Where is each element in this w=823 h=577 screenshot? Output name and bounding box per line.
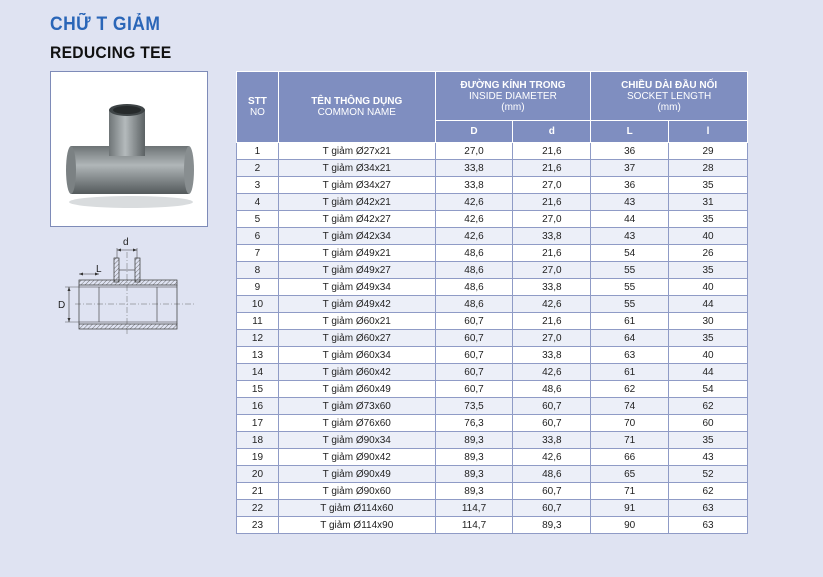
cell-common-name: T giảm Ø42x21 bbox=[278, 194, 435, 211]
cell-l: 31 bbox=[669, 194, 748, 211]
cell-l: 35 bbox=[669, 177, 748, 194]
cell-common-name: T giảm Ø76x60 bbox=[278, 415, 435, 432]
diagram-label-D: D bbox=[58, 300, 66, 311]
header-name bbox=[278, 72, 435, 143]
header-col-D: D bbox=[435, 121, 513, 143]
cell-L: 91 bbox=[591, 500, 669, 517]
cell-common-name: T giảm Ø49x42 bbox=[278, 296, 435, 313]
cell-d: 60,7 bbox=[513, 398, 591, 415]
cell-no: 22 bbox=[237, 500, 279, 517]
cell-l: 44 bbox=[669, 364, 748, 381]
header-name-vn: TÊN THÔNG DỤNG bbox=[311, 96, 403, 107]
cell-D: 60,7 bbox=[435, 364, 513, 381]
table-row bbox=[237, 228, 748, 245]
cell-d: 27,0 bbox=[513, 211, 591, 228]
cell-D: 48,6 bbox=[435, 279, 513, 296]
cell-d: 21,6 bbox=[513, 160, 591, 177]
cell-common-name: T giảm Ø60x27 bbox=[278, 330, 435, 347]
header-socket-length bbox=[591, 72, 748, 121]
cell-d: 27,0 bbox=[513, 177, 591, 194]
cell-D: 89,3 bbox=[435, 432, 513, 449]
cell-l: 63 bbox=[669, 500, 748, 517]
cell-L: 61 bbox=[591, 364, 669, 381]
cell-l: 60 bbox=[669, 415, 748, 432]
cell-l: 40 bbox=[669, 279, 748, 296]
cell-D: 76,3 bbox=[435, 415, 513, 432]
cell-l: 26 bbox=[669, 245, 748, 262]
cell-common-name: T giảm Ø90x60 bbox=[278, 483, 435, 500]
cell-D: 42,6 bbox=[435, 194, 513, 211]
cell-l: 35 bbox=[669, 262, 748, 279]
cell-D: 89,3 bbox=[435, 483, 513, 500]
table-row bbox=[237, 364, 748, 381]
table-row bbox=[237, 500, 748, 517]
table-row bbox=[237, 347, 748, 364]
header-stt-en: NO bbox=[249, 107, 265, 118]
cell-common-name: T giảm Ø42x34 bbox=[278, 228, 435, 245]
cell-L: 71 bbox=[591, 432, 669, 449]
cell-d: 21,6 bbox=[513, 313, 591, 330]
spec-table bbox=[236, 71, 748, 534]
cell-D: 89,3 bbox=[435, 466, 513, 483]
cell-common-name: T giảm Ø34x27 bbox=[278, 177, 435, 194]
cell-L: 43 bbox=[591, 194, 669, 211]
cell-l: 63 bbox=[669, 517, 748, 534]
cell-no: 23 bbox=[237, 517, 279, 534]
header-socket-unit: (mm) bbox=[657, 101, 681, 113]
table-row bbox=[237, 432, 748, 449]
cell-common-name: T giảm Ø60x42 bbox=[278, 364, 435, 381]
cell-common-name: T giảm Ø49x27 bbox=[278, 262, 435, 279]
page-title-english: REDUCING TEE bbox=[50, 43, 172, 62]
cell-D: 114,7 bbox=[435, 500, 513, 517]
cell-D: 42,6 bbox=[435, 228, 513, 245]
cell-no: 8 bbox=[237, 262, 279, 279]
cell-d: 33,8 bbox=[513, 347, 591, 364]
cell-L: 65 bbox=[591, 466, 669, 483]
cell-no: 15 bbox=[237, 381, 279, 398]
cell-common-name: T giảm Ø90x49 bbox=[278, 466, 435, 483]
cell-l: 30 bbox=[669, 313, 748, 330]
cell-l: 44 bbox=[669, 296, 748, 313]
table-row bbox=[237, 245, 748, 262]
reducing-tee-photo-graphic bbox=[51, 72, 207, 226]
cell-d: 21,6 bbox=[513, 143, 591, 160]
cell-l: 35 bbox=[669, 211, 748, 228]
cell-l: 35 bbox=[669, 330, 748, 347]
cell-L: 71 bbox=[591, 483, 669, 500]
cell-no: 20 bbox=[237, 466, 279, 483]
cell-L: 54 bbox=[591, 245, 669, 262]
table-row bbox=[237, 398, 748, 415]
cell-L: 90 bbox=[591, 517, 669, 534]
diagram-label-d: d bbox=[123, 237, 129, 248]
cell-common-name: T giảm Ø49x34 bbox=[278, 279, 435, 296]
cell-L: 36 bbox=[591, 143, 669, 160]
table-row bbox=[237, 296, 748, 313]
cell-no: 5 bbox=[237, 211, 279, 228]
cell-no: 19 bbox=[237, 449, 279, 466]
cell-d: 21,6 bbox=[513, 245, 591, 262]
header-stt bbox=[237, 72, 279, 143]
cell-no: 7 bbox=[237, 245, 279, 262]
cell-d: 42,6 bbox=[513, 449, 591, 466]
header-diameter-unit: (mm) bbox=[501, 101, 525, 113]
cell-D: 60,7 bbox=[435, 330, 513, 347]
cell-no: 10 bbox=[237, 296, 279, 313]
table-row bbox=[237, 449, 748, 466]
header-inside-diameter bbox=[435, 72, 591, 121]
cell-d: 21,6 bbox=[513, 194, 591, 211]
table-row bbox=[237, 194, 748, 211]
cell-d: 60,7 bbox=[513, 500, 591, 517]
cell-no: 4 bbox=[237, 194, 279, 211]
cell-l: 43 bbox=[669, 449, 748, 466]
cell-D: 42,6 bbox=[435, 211, 513, 228]
table-row bbox=[237, 517, 748, 534]
cell-l: 62 bbox=[669, 483, 748, 500]
cell-d: 27,0 bbox=[513, 262, 591, 279]
table-row bbox=[237, 466, 748, 483]
table-row bbox=[237, 330, 748, 347]
table-row bbox=[237, 143, 748, 160]
cell-D: 48,6 bbox=[435, 296, 513, 313]
header-name-en: COMMON NAME bbox=[317, 107, 396, 118]
cell-L: 63 bbox=[591, 347, 669, 364]
spec-table-body bbox=[237, 143, 748, 534]
table-row bbox=[237, 279, 748, 296]
cell-l: 54 bbox=[669, 381, 748, 398]
cell-d: 60,7 bbox=[513, 415, 591, 432]
cell-common-name: T giảm Ø34x21 bbox=[278, 160, 435, 177]
header-col-l: l bbox=[669, 121, 748, 143]
cell-L: 43 bbox=[591, 228, 669, 245]
cell-no: 14 bbox=[237, 364, 279, 381]
cell-common-name: T giảm Ø60x34 bbox=[278, 347, 435, 364]
cell-common-name: T giảm Ø49x21 bbox=[278, 245, 435, 262]
cell-d: 33,8 bbox=[513, 279, 591, 296]
cell-common-name: T giảm Ø90x34 bbox=[278, 432, 435, 449]
cell-l: 52 bbox=[669, 466, 748, 483]
cell-L: 70 bbox=[591, 415, 669, 432]
cell-L: 55 bbox=[591, 296, 669, 313]
cell-L: 55 bbox=[591, 262, 669, 279]
cell-d: 48,6 bbox=[513, 381, 591, 398]
table-row bbox=[237, 262, 748, 279]
table-row bbox=[237, 177, 748, 194]
technical-drawing bbox=[55, 234, 205, 344]
cell-l: 28 bbox=[669, 160, 748, 177]
header-socket-vn: CHIỀU DÀI ĐẦU NỐI bbox=[621, 79, 718, 91]
cell-common-name: T giảm Ø114x60 bbox=[278, 500, 435, 517]
cell-D: 73,5 bbox=[435, 398, 513, 415]
cell-no: 11 bbox=[237, 313, 279, 330]
cell-D: 114,7 bbox=[435, 517, 513, 534]
cell-L: 55 bbox=[591, 279, 669, 296]
page-title-vietnamese: CHỮ T GIẢM bbox=[50, 14, 161, 35]
header-diameter-en: INSIDE DIAMETER bbox=[469, 90, 557, 102]
cell-D: 89,3 bbox=[435, 449, 513, 466]
cell-D: 60,7 bbox=[435, 381, 513, 398]
header-stt-vn: STT bbox=[248, 96, 267, 107]
header-col-L: L bbox=[591, 121, 669, 143]
cell-l: 29 bbox=[669, 143, 748, 160]
cell-d: 60,7 bbox=[513, 483, 591, 500]
cell-no: 16 bbox=[237, 398, 279, 415]
cell-no: 3 bbox=[237, 177, 279, 194]
table-row bbox=[237, 211, 748, 228]
cell-L: 66 bbox=[591, 449, 669, 466]
cell-d: 89,3 bbox=[513, 517, 591, 534]
cell-no: 1 bbox=[237, 143, 279, 160]
cell-L: 61 bbox=[591, 313, 669, 330]
table-row bbox=[237, 415, 748, 432]
table-row bbox=[237, 160, 748, 177]
cell-L: 36 bbox=[591, 177, 669, 194]
cell-L: 64 bbox=[591, 330, 669, 347]
cell-D: 33,8 bbox=[435, 177, 513, 194]
diagram-label-L: L bbox=[96, 264, 102, 275]
table-row bbox=[237, 313, 748, 330]
cell-no: 12 bbox=[237, 330, 279, 347]
cell-common-name: T giảm Ø60x21 bbox=[278, 313, 435, 330]
cell-l: 40 bbox=[669, 347, 748, 364]
cell-d: 42,6 bbox=[513, 296, 591, 313]
cell-L: 74 bbox=[591, 398, 669, 415]
cell-no: 17 bbox=[237, 415, 279, 432]
cell-l: 35 bbox=[669, 432, 748, 449]
cell-no: 18 bbox=[237, 432, 279, 449]
cell-D: 60,7 bbox=[435, 313, 513, 330]
cell-L: 37 bbox=[591, 160, 669, 177]
cell-D: 33,8 bbox=[435, 160, 513, 177]
header-col-d: d bbox=[513, 121, 591, 143]
cell-D: 48,6 bbox=[435, 245, 513, 262]
cell-no: 2 bbox=[237, 160, 279, 177]
cell-d: 33,8 bbox=[513, 432, 591, 449]
header-socket-en: SOCKET LENGTH bbox=[627, 90, 712, 102]
cell-D: 60,7 bbox=[435, 347, 513, 364]
product-photo bbox=[50, 71, 208, 227]
cell-d: 27,0 bbox=[513, 330, 591, 347]
table-row bbox=[237, 381, 748, 398]
cell-d: 48,6 bbox=[513, 466, 591, 483]
cell-d: 33,8 bbox=[513, 228, 591, 245]
cell-common-name: T giảm Ø114x90 bbox=[278, 517, 435, 534]
cell-common-name: T giảm Ø73x60 bbox=[278, 398, 435, 415]
cell-common-name: T giảm Ø42x27 bbox=[278, 211, 435, 228]
cell-common-name: T giảm Ø27x21 bbox=[278, 143, 435, 160]
cell-D: 48,6 bbox=[435, 262, 513, 279]
cell-D: 27,0 bbox=[435, 143, 513, 160]
cell-common-name: T giảm Ø60x49 bbox=[278, 381, 435, 398]
table-row bbox=[237, 483, 748, 500]
cell-l: 62 bbox=[669, 398, 748, 415]
cell-L: 44 bbox=[591, 211, 669, 228]
cell-l: 40 bbox=[669, 228, 748, 245]
cell-common-name: T giảm Ø90x42 bbox=[278, 449, 435, 466]
cell-d: 42,6 bbox=[513, 364, 591, 381]
cell-L: 62 bbox=[591, 381, 669, 398]
reducing-tee-cross-section bbox=[55, 234, 205, 344]
cell-no: 6 bbox=[237, 228, 279, 245]
cell-no: 9 bbox=[237, 279, 279, 296]
cell-no: 13 bbox=[237, 347, 279, 364]
cell-no: 21 bbox=[237, 483, 279, 500]
header-diameter-vn: ĐƯỜNG KÍNH TRONG bbox=[460, 79, 566, 91]
